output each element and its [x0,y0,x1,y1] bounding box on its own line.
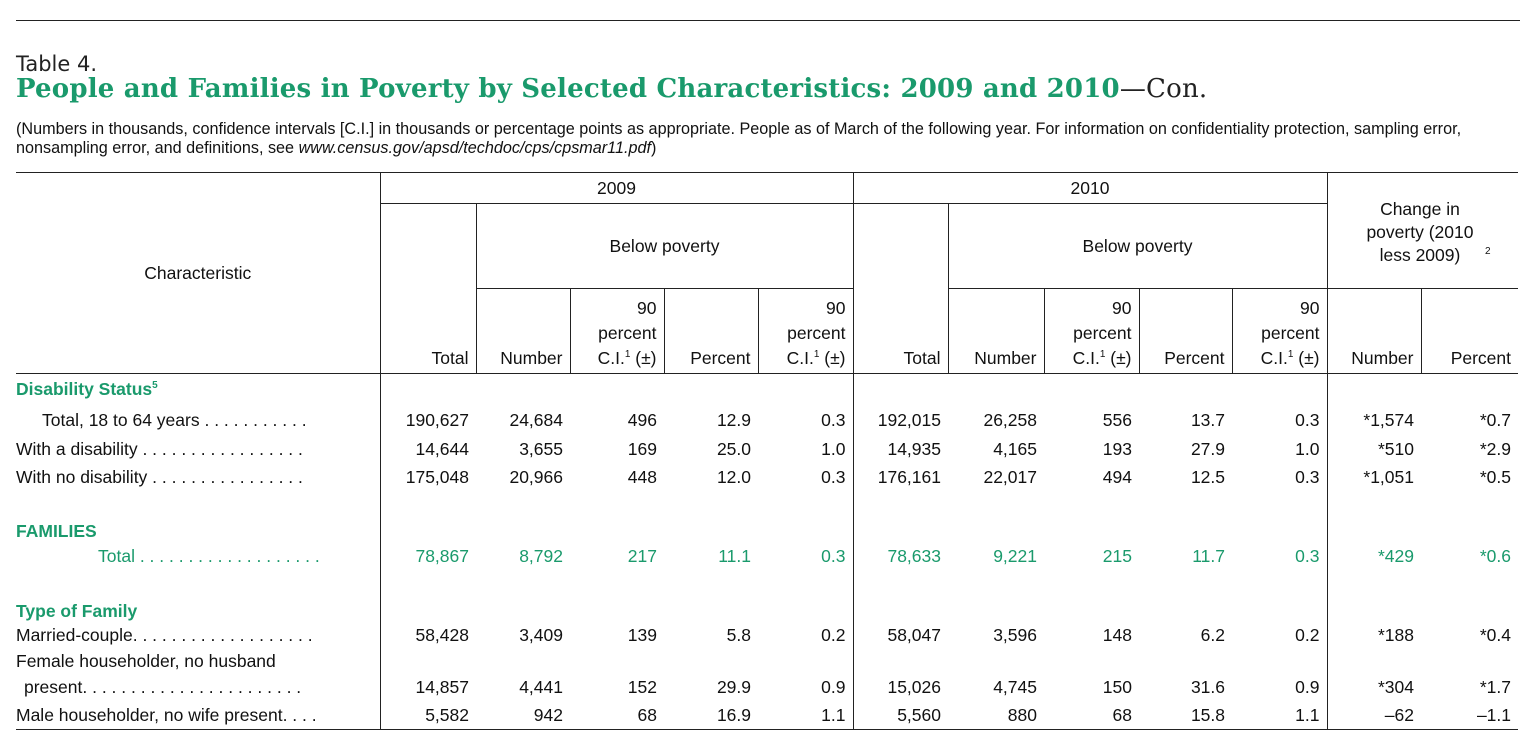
header-change [1327,173,1518,289]
header-2010-total-spacer [853,204,948,374]
table-cell: 12.0 [716,467,751,487]
table-note [16,120,1516,158]
table-cell: 496 [627,410,657,430]
header-percent-text: Percent [1164,348,1225,368]
row-label [16,492,380,542]
title-suffix: —Con. [1119,74,1208,104]
header-number-text: Number [500,348,563,368]
header-change-text: Change in poverty (2010 less 2009) [1366,199,1474,265]
header-ci [570,289,664,374]
table-cell: 0.2 [821,625,846,645]
poverty-table [16,172,1518,730]
table-cell: 175,048 [380,464,476,492]
table-row [16,406,1518,436]
table-cell: 880 [948,702,1044,730]
table-cell: 11.7 [1192,546,1225,566]
table-cell: 78,867 [380,542,476,572]
table-cell: *0.4 [1479,625,1511,645]
table-cell: 176,161 [853,464,948,492]
table-row [16,374,1518,406]
note-url: www.census.gov/apsd/techdoc/cps/cpsmar11.pdf [298,139,651,157]
table-cell: *429 [1327,542,1421,572]
table-cell: 0.3 [821,467,846,487]
header-2009-below-poverty: Below poverty [476,204,853,289]
table-cell: 448 [627,467,657,487]
table-cell: 24,684 [509,410,563,430]
table-cell: 1.0 [1295,439,1320,459]
table-cell: 4,165 [993,439,1037,459]
table-cell [664,492,758,542]
table-row [16,492,1518,542]
title-text: People and Families in Poverty by Selected Characteristics: 2009 and 2010 [16,74,1120,104]
table-cell: 9,221 [993,546,1037,566]
table-cell: 15,026 [853,674,948,702]
header-total: Total [903,348,941,368]
header-ci [1232,289,1327,374]
table-cell [1139,650,1232,674]
table-cell: 139 [627,625,657,645]
table-title [16,74,1207,104]
table-cell: 0.3 [1295,467,1320,487]
row-label [16,436,380,464]
table-cell [1232,572,1327,622]
row-label [16,650,380,674]
section-heading: Type of Family [16,600,138,621]
table-cell: 5.8 [726,625,751,645]
table-cell [380,572,476,622]
table-cell [664,374,758,406]
table-cell: 25.0 [716,439,751,459]
table-cell: *510 [1327,436,1421,464]
table-cell [758,650,853,674]
row-label [16,572,380,622]
table-cell: 192,015 [853,406,948,436]
table-cell: 217 [627,546,657,566]
table-cell: 6.2 [1200,625,1225,645]
table-cell: *1,051 [1327,464,1421,492]
table-cell: 27.9 [1190,439,1225,459]
header-2010-below-poverty: Below poverty [948,204,1327,289]
table-cell: 78,633 [853,542,948,572]
table-row [16,622,1518,650]
table-cell [1232,374,1327,406]
table-cell [1044,572,1139,622]
table-cell: 556 [1102,410,1132,430]
table-cell: 0.9 [1295,677,1320,697]
table-cell: 5,560 [853,702,948,730]
header-change-number [1327,289,1421,374]
table-cell: 193 [1102,439,1132,459]
table-row [16,674,1518,702]
table-cell [380,492,476,542]
header-change-number-text: Number [1351,348,1414,368]
header-ci-90: 90 [1300,298,1320,318]
header-ci-90: 90 [637,298,657,318]
row-label [16,702,380,730]
header-ci-sup: 1 [624,349,631,361]
table-cell: *0.5 [1479,467,1511,487]
header-ci-pm: (±) [819,348,846,368]
header-ci-percent: percent [598,323,657,343]
note-text: (Numbers in thousands, confidence intervals [C.I.] in thousands or percentage points as appropriate. People as of March of the following year. For information on confidentiality protection, sampling error, nonsampling error, and definitions, see [16,120,1462,157]
table-cell: 14,857 [380,674,476,702]
header-ci-90: 90 [1112,298,1132,318]
header-number-text: Number [974,348,1037,368]
header-ci-label: C.I. [786,348,814,368]
table-cell [1327,374,1421,406]
table-cell: 190,627 [380,406,476,436]
table-cell: 58,047 [853,622,948,650]
header-ci-pm: (±) [630,348,657,368]
table-cell: *0.6 [1479,546,1511,566]
table-cell [1327,572,1421,622]
table-cell: 215 [1102,546,1132,566]
header-change-percent-text: Percent [1450,348,1511,368]
table-cell [1139,374,1232,406]
table-cell: 0.3 [1295,410,1320,430]
row-label-text: Male householder, no wife present [16,704,283,725]
section-heading: Disability Status [16,379,153,400]
table-cell: –62 [1327,702,1421,730]
table-cell [570,492,664,542]
table-cell [476,492,570,542]
header-number [948,289,1044,374]
table-cell: 20,966 [509,467,563,487]
table-cell [1232,492,1327,542]
section-heading: FAMILIES [16,520,97,541]
table-cell [476,572,570,622]
table-cell: 494 [1102,467,1132,487]
leader-dots: . . . . . . . . . . . . . . . . . [137,439,303,459]
table-cell: 148 [1102,625,1132,645]
header-characteristic: Characteristic [16,173,380,374]
table-header [16,173,1518,374]
table-cell: 942 [476,702,570,730]
table-cell: 150 [1102,677,1132,697]
table-cell: 22,017 [983,467,1037,487]
table-row [16,436,1518,464]
header-number [476,289,570,374]
leader-dots: . . . . . . . . . . . . . . . . [147,467,303,487]
leader-dots: . . . . [282,704,317,725]
table-cell: 14,935 [853,436,948,464]
table-cell [1044,492,1139,542]
table-cell [758,572,853,622]
table-row [16,650,1518,674]
table-cell: *1,574 [1327,406,1421,436]
table-cell: 0.3 [821,546,846,566]
table-cell [758,492,853,542]
header-ci-label: C.I. [1260,348,1288,368]
header-ci-percent: percent [1261,323,1320,343]
note-close: ) [650,139,657,157]
header-ci [758,289,853,374]
table-cell: 5,582 [380,702,476,730]
table-cell: 0.3 [821,410,846,430]
table-cell [380,650,476,674]
table-cell [664,572,758,622]
table-cell: 4,745 [993,677,1037,697]
table-cell: –1.1 [1421,702,1518,730]
table-cell: 12.9 [716,410,751,430]
table-cell [1421,374,1518,406]
table-cell [1327,650,1421,674]
header-change-sup: 2 [1484,246,1491,258]
table-cell: *2.9 [1479,439,1511,459]
leader-dots: . . . . . . . . . . . . . . . . . . . [132,625,313,645]
header-percent [664,289,758,374]
header-year-2009: 2009 [380,173,853,204]
table-cell: 1.1 [758,702,853,730]
section-sup: 5 [152,380,158,392]
table-cell: 1.1 [1232,702,1327,730]
table-cell: 8,792 [519,546,563,566]
table-cell [664,650,758,674]
table-cell: *1.7 [1479,677,1511,697]
header-ci-pm: (±) [1293,348,1320,368]
table-cell: 169 [627,439,657,459]
header-total: Total [431,348,469,368]
table-row [16,572,1518,622]
row-label-text: Total, 18 to 64 years [42,410,200,430]
table-cell: 11.1 [718,546,751,566]
table-cell [853,492,948,542]
header-ci-label: C.I. [597,348,625,368]
row-label [16,542,380,572]
table-cell [380,374,476,406]
table-cell: 12.5 [1190,467,1225,487]
table-cell: *0.7 [1479,410,1511,430]
table-cell [1327,492,1421,542]
table-cell: 26,258 [983,410,1037,430]
header-ci-sup: 1 [1099,349,1106,361]
table-cell [1232,650,1327,674]
table-cell [1044,374,1139,406]
header-percent-text: Percent [690,348,751,368]
row-label-text: Married-couple [16,625,133,645]
table-cell: 31.6 [1190,677,1225,697]
table-cell: 15.8 [1139,702,1232,730]
table-cell [1139,492,1232,542]
table-body [16,374,1518,730]
table-number: Table 4. [16,52,98,76]
row-label [16,374,380,406]
header-change-percent [1421,289,1518,374]
table-cell: 0.2 [1295,625,1320,645]
table-cell: 16.9 [664,702,758,730]
header-year-2010: 2010 [853,173,1327,204]
table-cell [853,374,948,406]
table-cell [948,492,1044,542]
table-cell [948,572,1044,622]
table-cell: 0.9 [821,677,846,697]
table-cell [1421,492,1518,542]
table-row [16,464,1518,492]
table-cell [476,650,570,674]
table-cell [758,374,853,406]
header-ci [1044,289,1139,374]
header-ci-sup: 1 [1287,349,1294,361]
row-label-text: Female householder, no husband [16,651,276,671]
table-cell: 3,596 [993,625,1037,645]
header-ci-percent: percent [787,323,846,343]
table-row [16,542,1518,572]
table-cell [853,572,948,622]
row-label-text: Total [98,546,135,566]
table-cell: 4,441 [519,677,563,697]
leader-dots: . . . . . . . . . . . [199,410,307,430]
table-cell [1139,572,1232,622]
row-label [16,464,380,492]
table-cell: 13.7 [1190,410,1225,430]
table-cell: 58,428 [380,622,476,650]
header-ci-90: 90 [826,298,846,318]
table-cell [1421,572,1518,622]
table-cell: 14,644 [380,436,476,464]
table-cell [1421,650,1518,674]
leader-dots: . . . . . . . . . . . . . . . . . . . [134,546,320,566]
header-ci-label: C.I. [1072,348,1100,368]
top-rule [16,20,1520,21]
table-cell: 68 [570,702,664,730]
table-cell [476,374,570,406]
table-cell [948,650,1044,674]
table-cell: 1.0 [821,439,846,459]
row-label-text: With no disability [16,467,148,487]
table-row [16,702,1518,730]
header-ci-percent: percent [1073,323,1132,343]
table-cell: 29.9 [716,677,751,697]
row-label [16,622,380,650]
table-cell [570,572,664,622]
table-cell: 68 [1044,702,1139,730]
row-label [16,406,380,436]
header-2009-total-spacer [380,204,476,374]
row-label-text: With a disability [16,439,138,459]
table-cell [570,650,664,674]
table-cell: *188 [1327,622,1421,650]
table-cell [570,374,664,406]
header-ci-sup: 1 [813,349,820,361]
table-cell: 3,655 [519,439,563,459]
header-ci-pm: (±) [1105,348,1132,368]
table-cell: 0.3 [1295,546,1320,566]
leader-dots: . . . . . . . . . . . . . . . . . . . . . . . [82,677,302,697]
table-cell: 152 [627,677,657,697]
table-cell: 3,409 [519,625,563,645]
table-cell: *304 [1327,674,1421,702]
table-cell [948,374,1044,406]
row-label-text: present [24,677,83,697]
table-cell [853,650,948,674]
row-label [16,674,380,702]
table-cell [1044,650,1139,674]
header-percent [1139,289,1232,374]
